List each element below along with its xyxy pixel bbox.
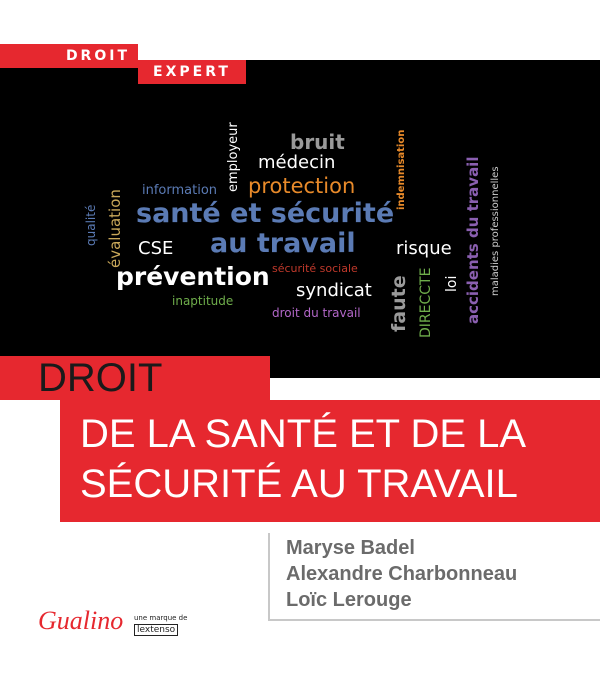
- title-line-1: DE LA SANTÉ ET DE LA: [80, 412, 527, 456]
- word-syndicat: syndicat: [296, 280, 372, 301]
- publisher-logo: Gualino: [38, 606, 124, 635]
- word-employeur: employeur: [226, 122, 241, 192]
- word-direccte: DIRECCTE: [418, 267, 434, 338]
- word-securite-sociale: sécurité sociale: [272, 262, 358, 275]
- word-bruit: bruit: [290, 130, 345, 154]
- word-protection: protection: [248, 174, 356, 198]
- word-droit-travail: droit du travail: [272, 306, 361, 320]
- publisher-parent-logo: lextenso: [134, 624, 178, 636]
- word-information: information: [142, 183, 218, 198]
- word-indemnisation: indemnisation: [396, 129, 407, 210]
- word-maladies: maladies professionnelles: [490, 166, 501, 296]
- title-line-2: SÉCURITÉ AU TRAVAIL: [80, 462, 518, 506]
- word-loi: loi: [444, 275, 460, 292]
- word-cloud: [0, 60, 600, 378]
- word-accidents: accidents du travail: [464, 156, 482, 324]
- word-inaptitude: inaptitude: [172, 294, 234, 308]
- word-evaluation: évaluation: [106, 189, 124, 268]
- title-word-droit: DROIT: [38, 356, 163, 400]
- word-cse: CSE: [138, 238, 174, 259]
- word-sante: santé et sécurité: [136, 198, 395, 229]
- word-risque: risque: [396, 238, 452, 259]
- word-faute: faute: [388, 275, 410, 332]
- word-autravail: au travail: [210, 228, 356, 259]
- author-1: Maryse Badel: [286, 537, 415, 559]
- word-prevention: prévention: [116, 262, 270, 291]
- word-medecin: médecin: [258, 152, 336, 173]
- publisher-tagline: une marque de: [134, 614, 188, 622]
- series-label-expert: EXPERT: [138, 60, 246, 84]
- word-qualite: qualité: [84, 204, 98, 246]
- author-3: Loïc Lerouge: [286, 589, 412, 611]
- author-2: Alexandre Charbonneau: [286, 563, 518, 585]
- series-label-droit: DROIT: [0, 44, 138, 68]
